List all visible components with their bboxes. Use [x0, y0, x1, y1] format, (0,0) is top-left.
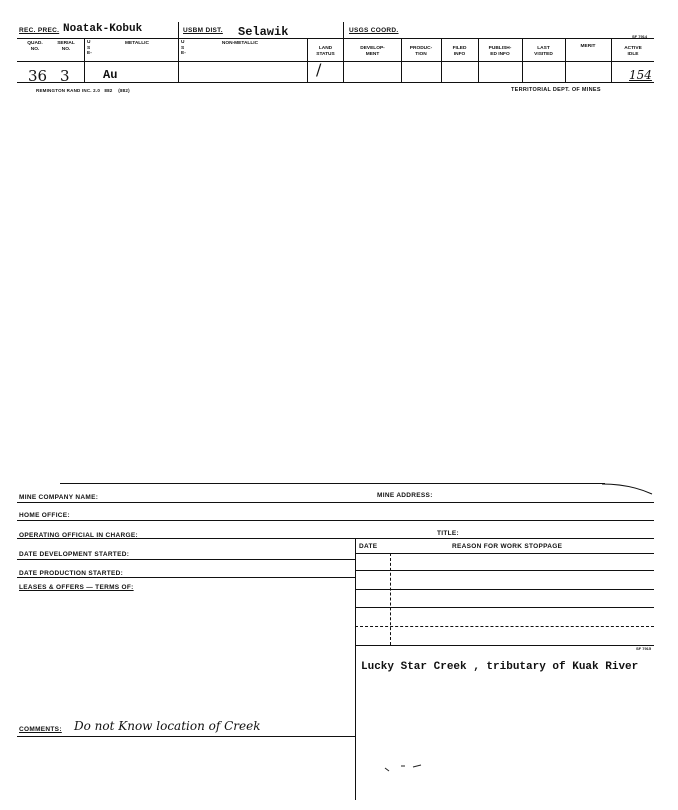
- department-label: TERRITORIAL DEPT. OF MINES: [511, 87, 601, 93]
- header-bottom-rule: [17, 82, 654, 83]
- location-text: Lucky Star Creek , tributary of Kuak River: [361, 661, 639, 673]
- production-label: PRODUC- TION: [409, 46, 433, 57]
- usgs-coord-label: USGS COORD.: [349, 27, 399, 34]
- card-edge: [60, 483, 605, 484]
- rec-prec-label: REC. PREC.: [19, 27, 60, 34]
- usbm-dist-label: USBM DIST.: [183, 27, 223, 34]
- rule: [355, 570, 654, 571]
- metallic-label: METALLIC: [125, 41, 149, 46]
- operating-official-label: OPERATING OFFICIAL IN CHARGE:: [19, 532, 138, 539]
- active-idle-label: ACTIVE IDLE: [624, 46, 642, 57]
- usbm-dist-value: Selawik: [238, 25, 289, 39]
- form-code-bottom: SF 7915: [636, 646, 652, 651]
- filed-info-label: FILED INFO: [452, 46, 467, 57]
- date-column-label: DATE: [359, 543, 378, 550]
- rule: [17, 559, 355, 560]
- comments-label: COMMENTS:: [19, 726, 62, 733]
- mine-address-label: MINE ADDRESS:: [377, 492, 433, 499]
- printer-line: REMINGTON RAND INC. 2.0 882 (882): [36, 88, 130, 93]
- stray-marks: [383, 762, 443, 774]
- comments-value: Do not Know location of Creek: [74, 719, 261, 733]
- date-production-label: DATE PRODUCTION STARTED:: [19, 570, 124, 577]
- home-office-label: HOME OFFICE:: [19, 512, 70, 519]
- divider: [343, 22, 344, 82]
- header-mid-rule: [17, 61, 654, 62]
- divider: [522, 38, 523, 82]
- use-nonmetallic-marker: U S E-: [181, 40, 186, 56]
- divider: [84, 38, 85, 82]
- divider: [307, 38, 308, 82]
- rec-prec-value: Noatak-Kobuk: [63, 23, 143, 35]
- header-top-rule: [17, 38, 654, 39]
- divider: [611, 38, 612, 82]
- published-info-label: PUBLISH- ED INFO: [488, 46, 512, 57]
- mine-company-label: MINE COMPANY NAME:: [19, 494, 99, 501]
- leases-label: LEASES & OFFERS — TERMS OF:: [19, 584, 134, 591]
- form-code-top: SF 7914: [632, 34, 648, 39]
- divider: [401, 38, 402, 82]
- date-development-label: DATE DEVELOPMENT STARTED:: [19, 551, 130, 558]
- last-visited-label: LAST VISITED: [534, 46, 553, 57]
- merit-label: MERIT: [580, 44, 596, 49]
- land-status-value: /: [316, 60, 322, 79]
- rule: [355, 553, 654, 554]
- nonmetallic-label: NON-METALLIC: [221, 41, 259, 46]
- divider: [441, 38, 442, 82]
- center-divider: [355, 538, 356, 800]
- serial-no-label: SERIAL NO.: [57, 41, 75, 52]
- card-curl: [600, 482, 654, 496]
- use-metallic-marker: U S E-: [87, 40, 92, 56]
- development-label: DEVELOP- MENT: [360, 46, 385, 57]
- rule: [355, 626, 654, 627]
- rule: [355, 645, 654, 646]
- serial-no-value: 3: [60, 67, 70, 85]
- rule: [17, 520, 654, 521]
- active-idle-value: 154: [629, 68, 652, 82]
- quad-no-value: 36: [28, 67, 48, 85]
- metallic-value: Au: [103, 68, 118, 82]
- rule: [355, 589, 654, 590]
- stoppage-column-label: REASON FOR WORK STOPPAGE: [452, 543, 563, 550]
- land-status-label: LAND STATUS: [316, 46, 335, 57]
- date-column-divider: [390, 553, 391, 645]
- rule: [17, 502, 654, 503]
- rule: [17, 538, 654, 539]
- rule: [17, 577, 355, 578]
- rule: [355, 607, 654, 608]
- divider: [478, 38, 479, 82]
- quad-no-label: QUAD. NO.: [27, 41, 43, 52]
- title-label: TITLE:: [437, 530, 460, 537]
- divider: [178, 22, 179, 82]
- rule: [17, 736, 355, 737]
